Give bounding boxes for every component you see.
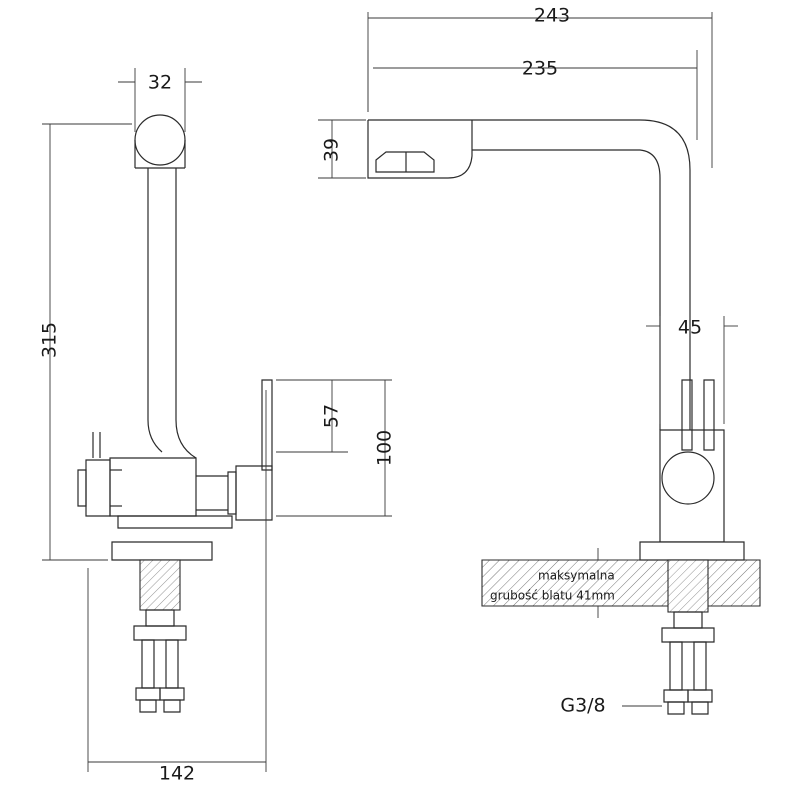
dim-value-142: 142: [158, 762, 196, 785]
note-worktop-line1: maksymalna: [538, 568, 615, 583]
dim-value-315: 315: [38, 321, 61, 359]
thread-label-g38: G3/8: [560, 694, 606, 717]
dim-value-32: 32: [147, 71, 173, 94]
dim-value-45: 45: [677, 316, 703, 339]
side-view-dimensions: [39, 68, 396, 785]
dim-value-57: 57: [320, 403, 343, 429]
dim-value-243: 243: [533, 4, 571, 27]
dim-value-235: 235: [521, 57, 559, 80]
dim-value-100: 100: [373, 429, 396, 467]
side-view-geometry: [78, 115, 272, 712]
dim-value-39: 39: [320, 137, 343, 163]
note-worktop-line2: grubość blatu 41mm: [490, 588, 615, 603]
front-view-geometry: [368, 120, 760, 714]
